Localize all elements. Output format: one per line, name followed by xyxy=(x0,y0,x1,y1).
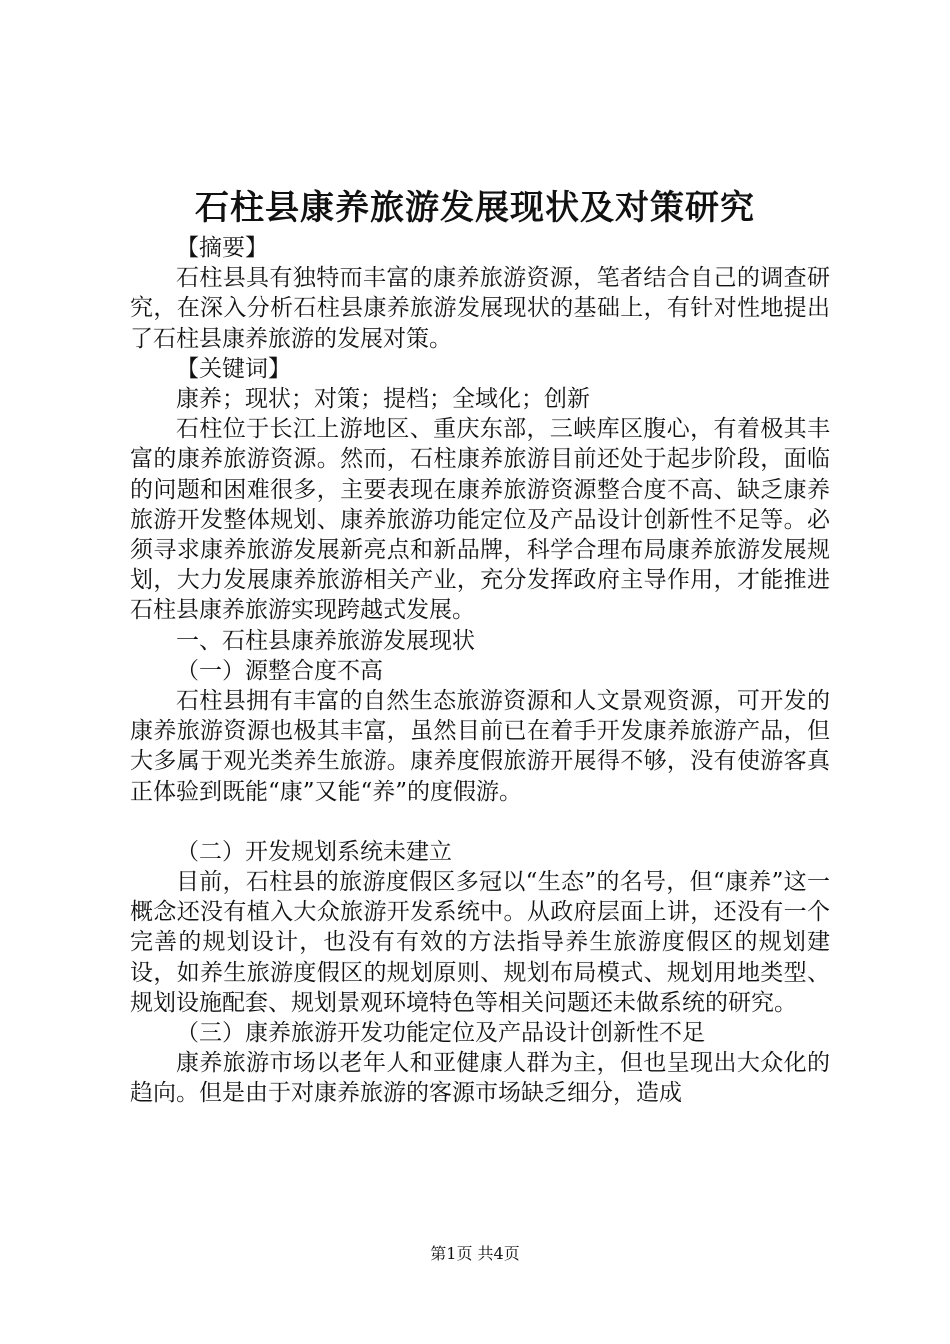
subsection-paragraph: 目前，石柱县的旅游度假区多冠以“生态”的名号，但“康养”这一概念还没有植入大众旅游开发系统中。从政府层面上讲，还没有一个完善的规划设计，也没有有效的方法指导养生旅游度假区的规划建设，如养生旅游度假区的规划原则、规划布局模式、规划用地类型、规划设施配套、规划景观环境特色等相关问题还未做系统的研究。 xyxy=(130,869,830,1016)
subsection-heading: （三）康养旅游开发功能定位及产品设计创新性不足 xyxy=(176,1020,705,1047)
abstract-heading: 【摘要】 xyxy=(176,235,268,261)
abstract-paragraph: 石柱县具有独特而丰富的康养旅游资源，笔者结合自己的调查研究，在深入分析石柱县康养旅游发展现状的基础上，有针对性地提出了石柱县康养旅游的发展对策。 xyxy=(130,265,830,352)
subsection-heading: （一）源整合度不高 xyxy=(176,657,383,684)
section-heading: 一、石柱县康养旅游发展现状 xyxy=(176,627,475,654)
subsection-heading: （二）开发规划系统未建立 xyxy=(176,838,452,865)
keywords-heading: 【关键词】 xyxy=(176,355,291,382)
paragraph-gap xyxy=(130,807,830,837)
keywords-line: 康养；现状；对策；提档；全域化；创新 xyxy=(176,386,590,413)
page-number: 第1页 共4页 xyxy=(430,1244,520,1263)
document-body xyxy=(130,233,830,1109)
intro-paragraph: 石柱位于长江上游地区、重庆东部，三峡库区腹心，有着极其丰富的康养旅游资源。然而，石柱康养旅游目前还处于起步阶段，面临的问题和困难很多，主要表现在康养旅游资源整合度不高、缺乏康养旅游开发整体规划、康养旅游功能定位及产品设计创新性不足等。必须寻求康养旅游发展新亮点和新品牌，科学合理布局康养旅游发展规划，大力发展康养旅游相关产业，充分发挥政府主导作用，才能推进石柱县康养旅游实现跨越式发展。 xyxy=(130,416,830,624)
document-title: 石柱县康养旅游发展现状及对策研究 xyxy=(195,188,755,228)
subsection-paragraph: 康养旅游市场以老年人和亚健康人群为主，但也呈现出大众化的趋向。但是由于对康养旅游的客源市场缺乏细分，造成 xyxy=(130,1050,830,1107)
subsection-paragraph: 石柱县拥有丰富的自然生态旅游资源和人文景观资源，可开发的康养旅游资源也极其丰富，虽然目前已在着手开发康养旅游产品，但大多属于观光类养生旅游。康养度假旅游开展得不够，没有使游客真正体验到既能“康”又能“养”的度假游。 xyxy=(130,688,830,805)
